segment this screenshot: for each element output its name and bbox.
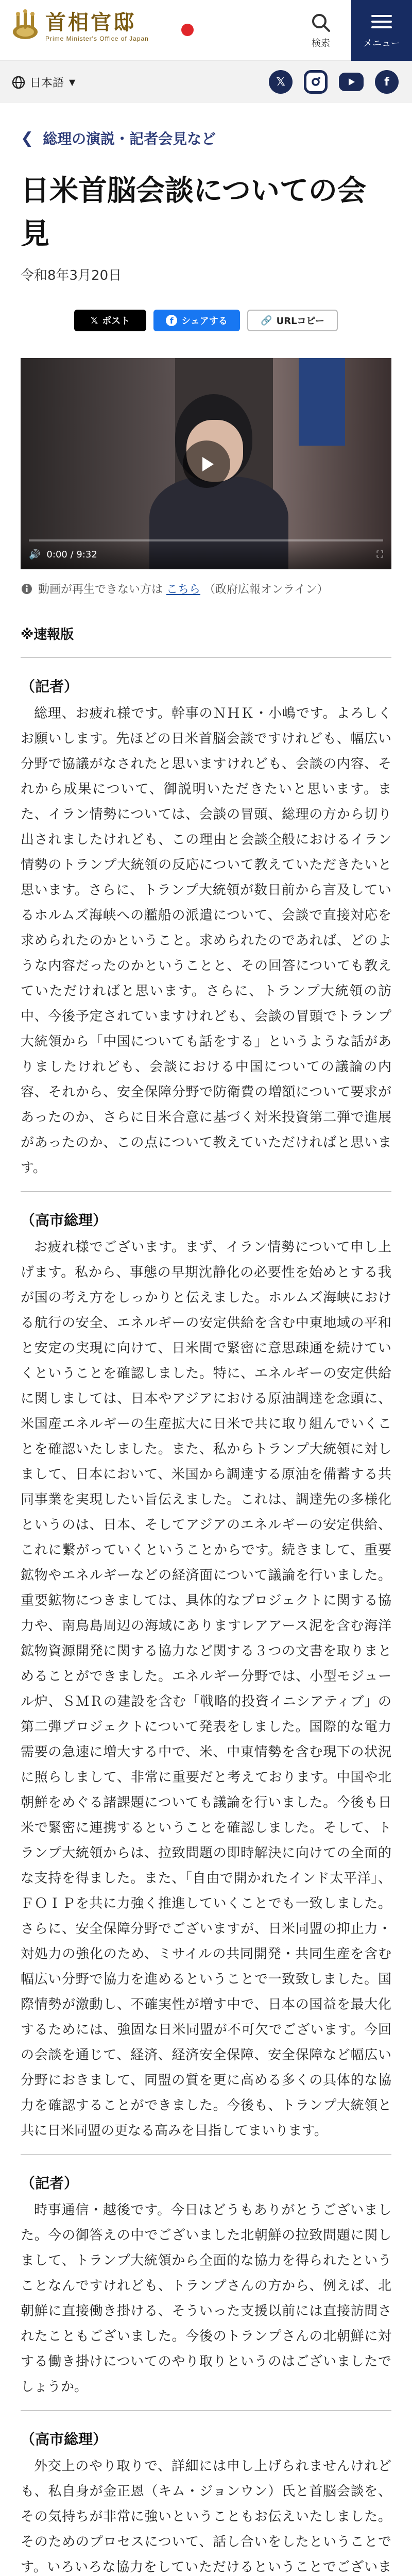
kiri-emblem-icon	[10, 8, 40, 44]
volume-icon[interactable]: 🔊	[29, 549, 41, 560]
video-note-link[interactable]: こちら	[166, 583, 201, 596]
social-links	[269, 70, 399, 94]
breadcrumb-label: 総理の演説・記者会見など	[43, 130, 216, 147]
language-selector[interactable]	[11, 74, 75, 90]
share-facebook-label: シェアする	[181, 316, 228, 327]
speech-text: 外交上のやり取りで、詳細には申し上げられませんけれども、私自身が金正恩（キム・ジョンウン）氏と首脳会談を、その気持ちが非常に強いということもお伝えいたしました。そのためのプロセスについて、話し合いをしたということです。いろいろな協力をしていただけるということでございま	[21, 2459, 391, 2575]
logo-subtitle: Prime Minister's Office of Japan	[45, 35, 149, 42]
share-x-label: ポスト	[102, 316, 130, 327]
search-icon	[311, 12, 331, 33]
page-title: 日米首脳会談についての会見	[21, 174, 366, 251]
site-logo[interactable]	[10, 8, 149, 44]
search-label: 検索	[312, 38, 330, 49]
speech-block	[21, 2411, 391, 2576]
speech-block	[21, 1192, 391, 2155]
chevron-left-icon: ❮	[21, 129, 34, 147]
video-blue-panel	[299, 358, 345, 446]
video-note-prefix: 動画が再生できない方は	[38, 583, 163, 596]
search-button[interactable]	[299, 6, 343, 56]
japan-flag-icon	[181, 24, 194, 36]
site-header	[0, 0, 412, 61]
facebook-icon[interactable]: f	[375, 70, 399, 94]
speech-text: お疲れ様でございます。まず、イラン情勢について申し上げます。私から、事態の早期沈静化の必要性を始めとする我が国の考え方をしっかりと伝えました。ホルムズ海峡における航行の安全、エネルギーの安定供給を含む中東地域の平和と安定の実現に向けて、日米間で緊密に意思疎通を続けていくということを確認しました。特に、エネルギーの安定供給に関しましては、日本やアジアにおける原油調達を念頭に、米国産エネルギーの生産拡大に日米で共に取り組んでいくことを確認いたしました。また、私からトランプ大統領に対しまして、日本において、米国から調達する原油を備蓄する共同事業を実現したい旨伝えました。これは、調達先の多様化というのは、日本、そしてアジアのエネルギーの安定供給、これに繋がっていくということからです。続きまして、重要鉱物やエネルギーなどの経済面について議論を行いました。重要鉱物につきましては、具体的なプロジェクトに関する協力や、南鳥島周辺の海域にありますレアアース泥を含む海洋鉱物資源開発に関する協力など関する３つの文書を取りまとめることができました。エネルギー分野では、小型モジュール炉、ＳＭＲの建設を含む「戦略的投資イニシアティブ」の第二弾プロジェクトについて発表をしました。国際的な電力需要の急速に増大する中で、米、中東情勢を含む現下の状況に照らしまして、非常に重要だと考えております。中国や北朝鮮をめぐる諸課題についても議論を行いました。今後も日米で緊密に連携するということを確認しました。そして、トランプ大統領からは、拉致問題の即時解決に向けての全面的な支持を得ました。また、「自由で開かれたインド太平洋」、ＦＯＩＰを共に力強く推進していくことでも一致しました。さらに、安全保障分野でございますが、日米同盟の抑止力・対処力の強化のため、ミサイルの共同開発・共同生産を含む幅広い分野で協力を進めるということで一致致しました。国際情勢が激動し、不確実性が増す中で、日本の国益を最大化するためには、強固な日米同盟が不可欠でございます。今回の会談を通じて、経済、経済安全保障、安全保障など幅広い分野におきまして、同盟の質を更に高める多くの具体的な協力を確認することができました。今後も、トランプ大統領と共に日米同盟の更なる高みを目指してまいります。	[21, 1240, 391, 2139]
logo-title: 首相官邸	[45, 10, 136, 35]
instagram-glyph	[309, 75, 322, 89]
chevron-down-icon: ▼	[69, 77, 76, 87]
globe-icon	[11, 75, 26, 90]
hamburger-icon	[371, 11, 392, 32]
facebook-icon: f	[166, 315, 177, 326]
speech-block	[21, 658, 391, 1192]
speaker-label: （記者）	[21, 678, 79, 695]
instagram-icon[interactable]	[304, 70, 328, 94]
copy-url-button[interactable]	[247, 310, 338, 331]
video-player[interactable]	[21, 358, 391, 569]
video-note-text	[38, 581, 328, 599]
youtube-icon[interactable]	[339, 73, 364, 91]
share-x-button[interactable]	[74, 310, 146, 331]
transcript	[21, 657, 391, 2576]
speaker-label: （高市総理）	[21, 1212, 108, 1229]
speaker-label: （記者）	[21, 2175, 79, 2192]
x-icon: 𝕏	[90, 315, 98, 326]
menu-label: メニュー	[363, 38, 400, 49]
x-icon[interactable]: 𝕏	[269, 70, 293, 94]
video-note	[21, 581, 391, 601]
youtube-play-glyph	[346, 77, 356, 87]
fullscreen-icon[interactable]: ⛶	[376, 549, 383, 560]
main-content	[0, 128, 412, 2576]
video-note-suffix: （政府広報オンライン）	[204, 583, 329, 596]
language-social-bar	[0, 61, 412, 103]
share-buttons	[21, 310, 391, 331]
speech-text: 時事通信・越後です。今日はどうもありがとうございました。今の御答えの中でございました北朝鮮の拉致問題に関しまして、トランプ大統領から全面的な協力を得られたということなんですけれども、トランプさんの方から、例えば、北朝鮮に直接働き掛ける、そういった支援以前には直接訪問されたこともございました。今後のトランプさんの北朝鮮に対する働き掛けについてのやり取りというのはございましたでしょうか。	[21, 2202, 391, 2395]
info-icon	[21, 583, 33, 601]
breadcrumb[interactable]	[21, 128, 391, 148]
video-time: 0:00 / 9:32	[46, 549, 97, 560]
flash-label: ※速報版	[21, 627, 74, 642]
video-controls	[21, 539, 391, 569]
language-label: 日本語	[30, 77, 64, 90]
copy-url-label: URLコピー	[276, 316, 324, 327]
speech-text: 総理、お疲れ様です。幹事のＮＨＫ・小嶋です。よろしくお願いします。先ほどの日米首脳会談ですけれども、幅広い分野で協議がなされたと思いますけれども、会談の内容、それから成果について、御説明いただきたいと思います。また、イラン情勢については、会談の冒頭、総理の方から切り出されましたけれども、この理由と会談全般におけるイラン情勢のトランプ大統領の反応について教えていただきたいと思います。さらに、トランプ大統領が数日前から言及しているホルムズ海峡への艦船の派遣について、会談で直接対応を求められたのかということ。求められたのであれば、どのような内容だったのかということと、その回答についても教えていただければと思います。さらに、トランプ大統領の訪中、今後予定されていますけれども、会談の冒頭でトランプ大統領から「中国についても話をする」というような話がありましたけれども、会談における中国についての議論の内容、それから、安全保障分野で防衛費の増額について要求があったのか、さらに日米合意に基づく対米投資第二弾で進展があったのか、この点について教えていただければと思います。	[21, 706, 391, 1176]
link-icon: 🔗	[261, 315, 272, 326]
share-facebook-button[interactable]	[153, 310, 240, 331]
play-button[interactable]	[183, 440, 230, 488]
publish-date: 令和8年3月20日	[21, 268, 122, 283]
speaker-label: （高市総理）	[21, 2431, 108, 2448]
play-icon	[196, 454, 217, 474]
speech-block	[21, 2155, 391, 2411]
menu-button[interactable]	[351, 0, 412, 61]
